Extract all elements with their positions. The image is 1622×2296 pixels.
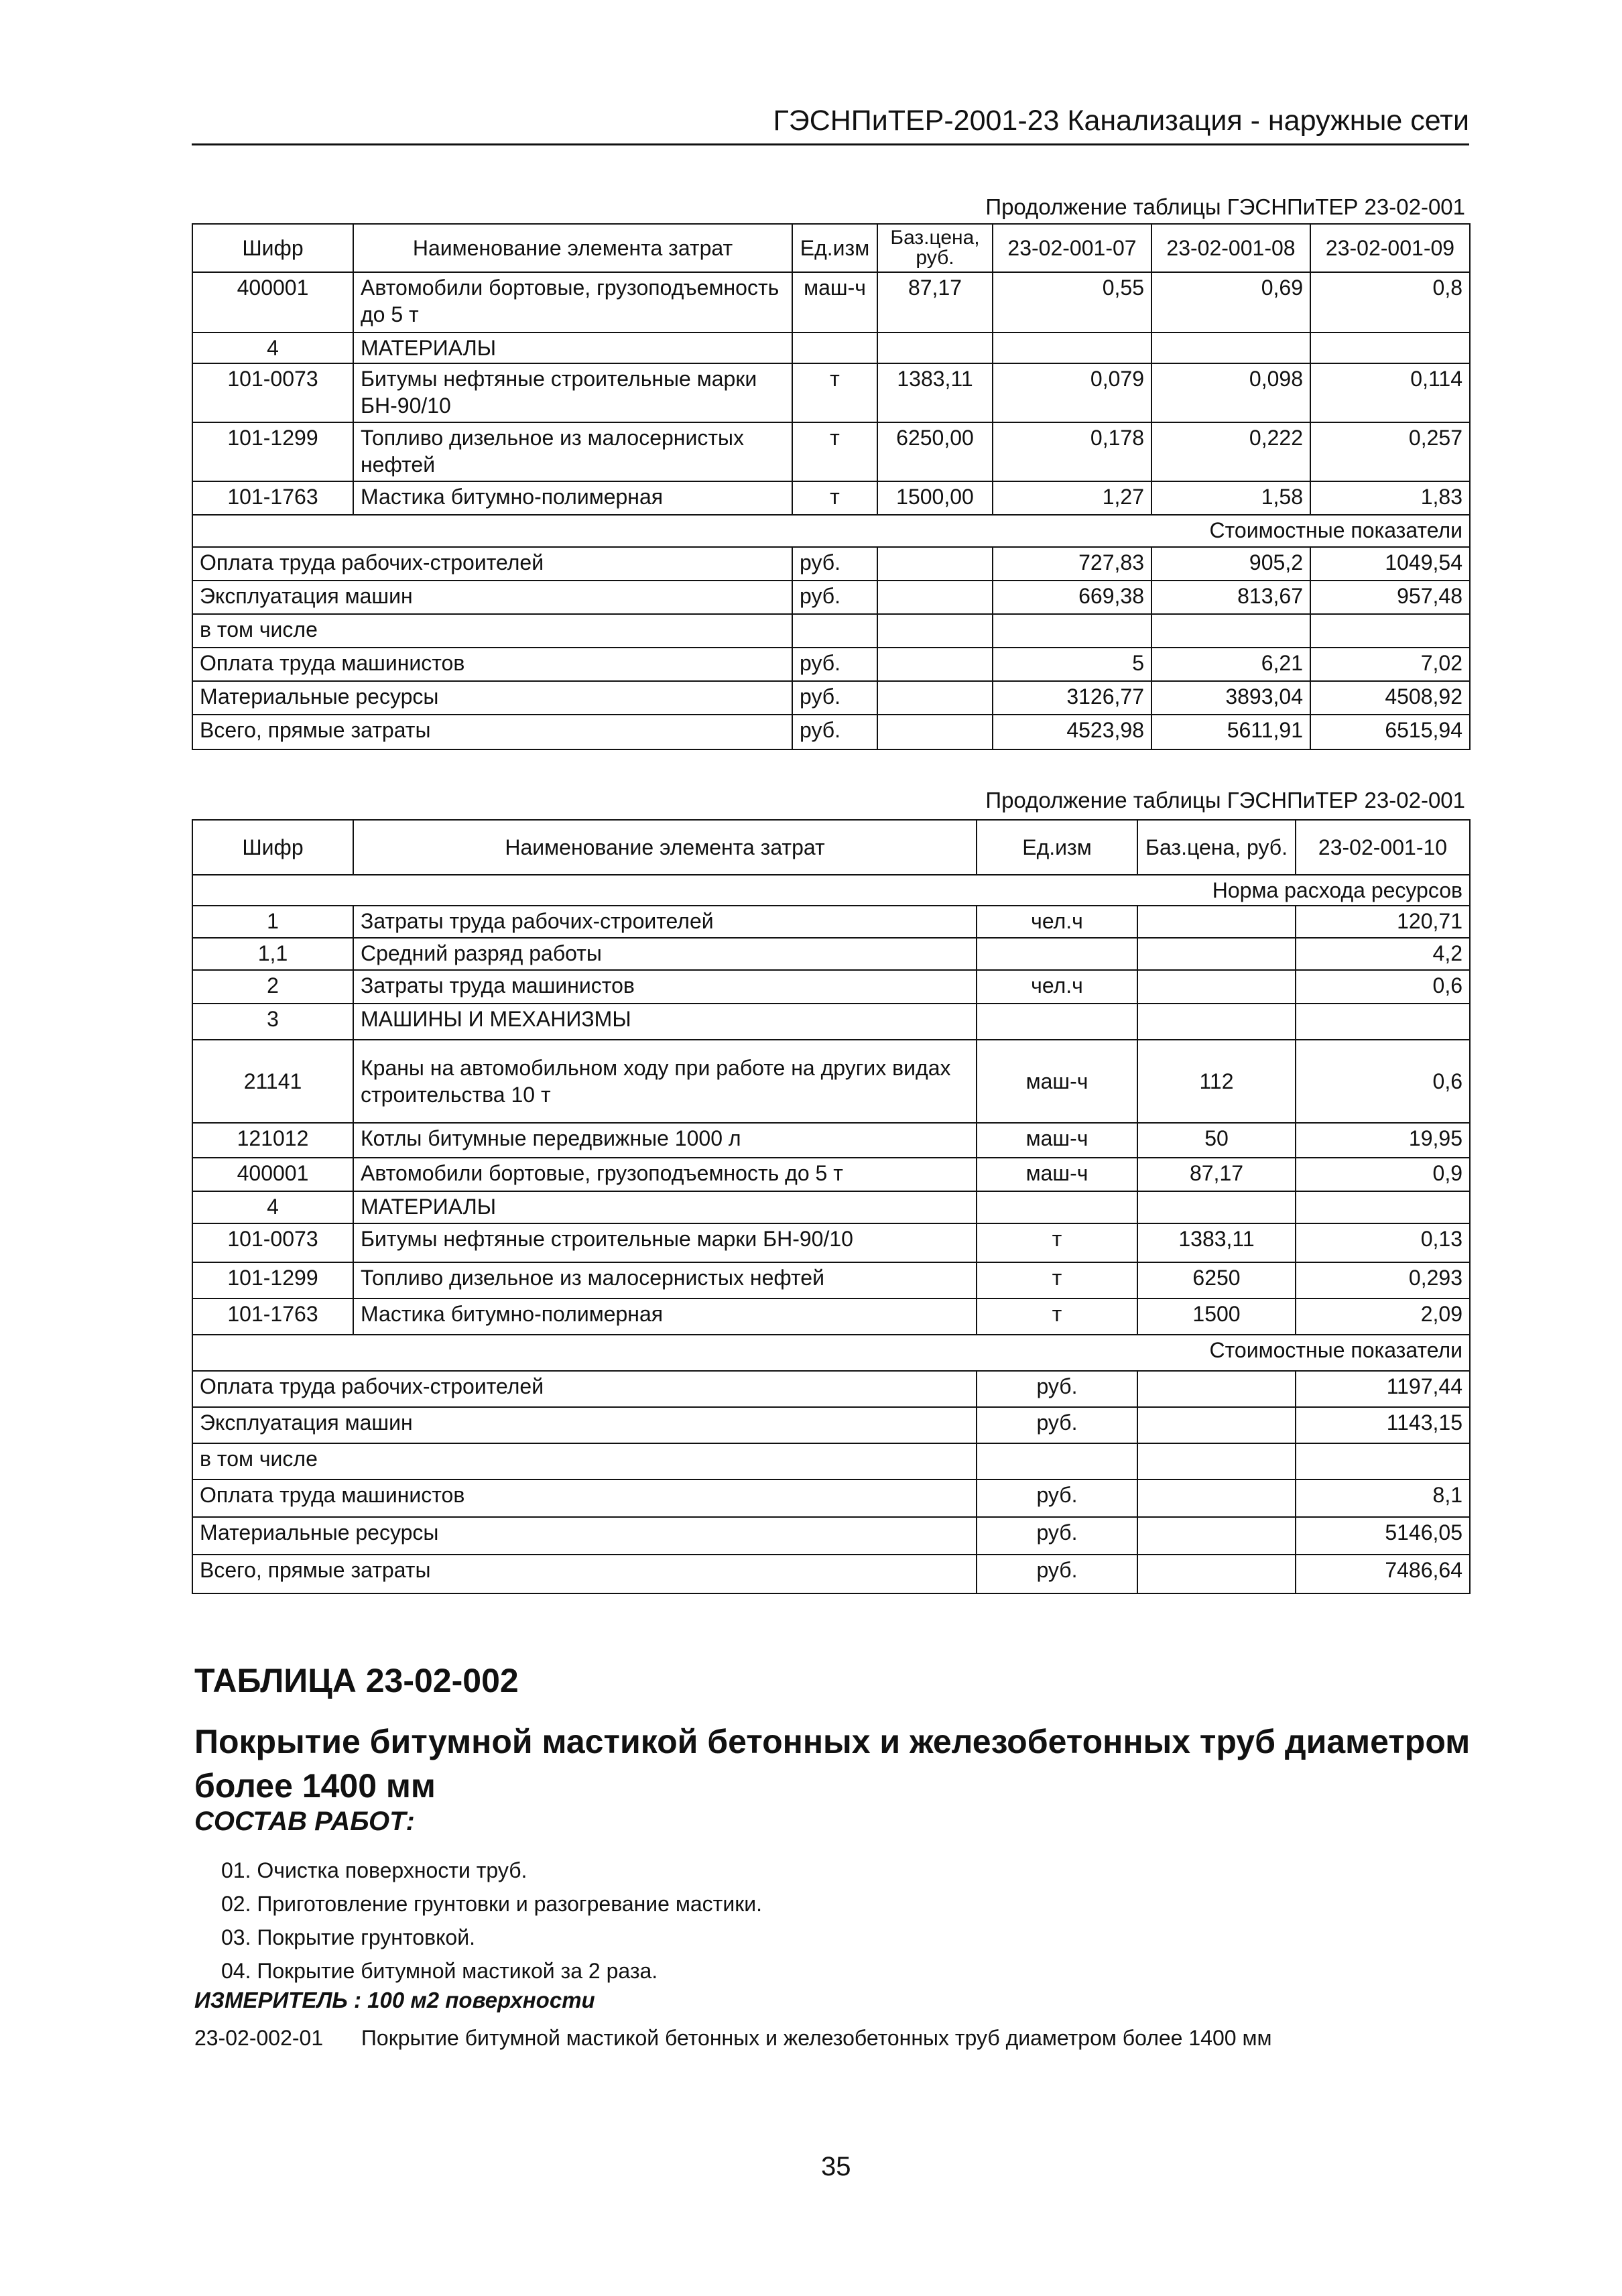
cost-value: 669,38 [993,581,1151,614]
cost-label: в том числе [192,614,792,648]
table2 [192,819,1471,1594]
cost-row [192,1371,1470,1407]
cell-value: 4,2 [1296,938,1470,970]
cell-price: 6250,00 [877,422,993,481]
cost-label: Материальные ресурсы [192,1517,977,1555]
col-unit-header: Ед.изм [977,820,1137,875]
cell-value: 0,079 [993,363,1151,422]
cost-value: 3126,77 [993,681,1151,715]
works-list [221,1854,762,1988]
cell-price: 87,17 [877,272,993,333]
cell-unit: т [977,1223,1137,1262]
table1 [192,223,1471,750]
cost-header-row [192,515,1470,547]
cell-unit: маш-ч [977,1158,1137,1191]
table-row [192,1004,1470,1040]
cost-value: 727,83 [993,547,1151,581]
cell-code: 101-0073 [192,363,353,422]
cell-code: 101-0073 [192,1223,353,1262]
table-row [192,1262,1470,1298]
cost-blank [1137,1555,1296,1593]
section-subtitle: Покрытие битумной мастикой бетонных и железобетонных труб диаметром более 1400 мм [194,1723,1471,1805]
col-08-header: 23-02-001-08 [1151,224,1310,272]
measure-unit: ИЗМЕРИТЕЛЬ : 100 м2 поверхности [194,1988,595,2012]
table-row [192,481,1470,515]
cost-row [192,1517,1470,1555]
table-row [192,1191,1470,1223]
page-header: ГЭСНПиТЕР-2001-23 Канализация - наружные сети [192,101,1469,145]
cell-name: Топливо дизельное из малосернистых нефтей [353,1262,977,1298]
cell-code: 4 [192,333,353,363]
table-row [192,938,1470,970]
cell-name: Затраты труда машинистов [353,970,977,1004]
cost-row [192,1407,1470,1443]
cost-value: 7,02 [1310,648,1470,681]
table-row [192,1123,1470,1158]
cell-value: 0,9 [1296,1158,1470,1191]
list-item: 02. Приготовление грунтовки и разогревание мастики. [221,1892,762,1916]
cell-value: 0,8 [1310,272,1470,333]
list-item: 04. Покрытие битумной мастикой за 2 раза. [221,1959,658,1983]
item-code: 23-02-002-01 [194,2026,324,2050]
cell-unit: т [977,1298,1137,1335]
cell-unit: т [792,363,877,422]
cost-blank [1137,1407,1296,1443]
cost-unit: руб. [977,1479,1137,1517]
cell-unit: т [792,422,877,481]
list-item: 01. Очистка поверхности труб. [221,1858,527,1882]
cell-unit: чел.ч [977,970,1137,1004]
table-row [192,422,1470,481]
cost-value: 905,2 [1151,547,1310,581]
table-row [192,272,1470,333]
cell-name: Краны на автомобильном ходу при работе на других видах строительства 10 т [353,1040,977,1123]
cost-row [192,681,1470,715]
col-price-header: Баз.цена, руб. [877,224,993,272]
table1-header-row [192,224,1470,272]
cell-code: 101-1763 [192,1298,353,1335]
cost-unit: руб. [977,1407,1137,1443]
cell-name: Битумы нефтяные строительные марки БН-90/10 [353,1223,977,1262]
cost-value [1151,614,1310,648]
table-row [192,970,1470,1004]
cell-price: 1383,11 [877,363,993,422]
cell-value: 0,69 [1151,272,1310,333]
cell-name: Битумы нефтяные строительные марки БН-90/10 [353,363,792,422]
cell-price: 50 [1137,1123,1296,1158]
cell-name: Автомобили бортовые, грузоподъемность до 5 т [353,1158,977,1191]
cell-price: 87,17 [1137,1158,1296,1191]
cost-label: Эксплуатация машин [192,1407,977,1443]
col-unit-header: Ед.изм [792,224,877,272]
cost-header-row [192,1335,1470,1371]
cost-value: 957,48 [1310,581,1470,614]
cost-value: 5 [993,648,1151,681]
col-10-header: 23-02-001-10 [1296,820,1470,875]
cell-code: 4 [192,1191,353,1223]
cost-blank [877,648,993,681]
cost-blank [877,581,993,614]
cell-price: 1383,11 [1137,1223,1296,1262]
norm-header: Норма расхода ресурсов [192,875,1470,906]
cost-row [192,715,1470,749]
table-title: ТАБЛИЦА 23-02-002 [194,1662,519,1699]
cost-label: в том числе [192,1443,977,1479]
cell-name: Затраты труда рабочих-строителей [353,906,977,938]
cell-price [1137,1004,1296,1040]
table-row [192,333,1470,363]
cell-value: 0,098 [1151,363,1310,422]
cell-value: 0,178 [993,422,1151,481]
table-row [192,1158,1470,1191]
works-title: СОСТАВ РАБОТ: [194,1807,415,1836]
cost-unit: руб. [792,681,877,715]
cell-value: 1,83 [1310,481,1470,515]
cost-blank [1137,1371,1296,1407]
cell-unit [977,1004,1137,1040]
cost-header: Стоимостные показатели [192,515,1470,547]
cell-name: Топливо дизельное из малосернистых нефтей [353,422,792,481]
cell-unit [977,938,1137,970]
cell-code: 400001 [192,272,353,333]
cost-value: 4508,92 [1310,681,1470,715]
cost-row [192,648,1470,681]
cell-code: 1 [192,906,353,938]
cell-code: 400001 [192,1158,353,1191]
cell-unit: маш-ч [977,1040,1137,1123]
cost-blank [877,614,993,648]
cost-label: Эксплуатация машин [192,581,792,614]
cost-unit: руб. [977,1555,1137,1593]
cell-name: Мастика битумно-полимерная [353,1298,977,1335]
cell-value: 0,257 [1310,422,1470,481]
cost-unit: руб. [792,581,877,614]
cost-value: 1197,44 [1296,1371,1470,1407]
table-row [192,363,1470,422]
col-code-header: Шифр [192,820,353,875]
cost-label: Материальные ресурсы [192,681,792,715]
cell-unit: т [792,481,877,515]
cost-row [192,614,1470,648]
table-row [192,1040,1470,1123]
col-name-header: Наименование элемента затрат [353,224,792,272]
cost-value: 813,67 [1151,581,1310,614]
item-row [194,2026,1271,2051]
cell-price [1137,938,1296,970]
table2-header-row [192,820,1470,875]
cost-value [1310,614,1470,648]
cell-name: МАШИНЫ И МЕХАНИЗМЫ [353,1004,977,1040]
cell-value: 0,6 [1296,1040,1470,1123]
cell-name: МАТЕРИАЛЫ [353,1191,977,1223]
col-code-header: Шифр [192,224,353,272]
table-row [192,1298,1470,1335]
cost-unit: руб. [792,648,877,681]
page-number: 35 [821,2152,851,2181]
cost-blank [1137,1479,1296,1517]
cell-price: 1500 [1137,1298,1296,1335]
cost-blank [877,681,993,715]
cell-code: 121012 [192,1123,353,1158]
cost-label: Оплата труда рабочих-строителей [192,1371,977,1407]
cost-row [192,1479,1470,1517]
cost-value: 1143,15 [1296,1407,1470,1443]
cell-price: 1500,00 [877,481,993,515]
cell-value [1310,333,1470,363]
cost-value: 5146,05 [1296,1517,1470,1555]
cost-value: 6,21 [1151,648,1310,681]
cell-unit [977,1191,1137,1223]
cost-unit: руб. [792,547,877,581]
cell-value [1296,1191,1470,1223]
cost-label: Оплата труда рабочих-строителей [192,547,792,581]
cell-name: Мастика битумно-полимерная [353,481,792,515]
cell-code: 21141 [192,1040,353,1123]
cell-name: Средний разряд работы [353,938,977,970]
cost-row [192,581,1470,614]
cell-unit: маш-ч [792,272,877,333]
cost-value: 7486,64 [1296,1555,1470,1593]
cell-value: 0,6 [1296,970,1470,1004]
cell-value: 0,293 [1296,1262,1470,1298]
cell-code: 101-1299 [192,1262,353,1298]
cell-value: 1,27 [993,481,1151,515]
cell-price: 112 [1137,1040,1296,1123]
cell-value: 0,222 [1151,422,1310,481]
cell-unit: т [977,1262,1137,1298]
cell-unit: маш-ч [977,1123,1137,1158]
list-item: 03. Покрытие грунтовкой. [221,1925,475,1949]
cell-unit [792,333,877,363]
col-09-header: 23-02-001-09 [1310,224,1470,272]
cell-value: 120,71 [1296,906,1470,938]
cell-value: 0,114 [1310,363,1470,422]
cost-label: Оплата труда машинистов [192,648,792,681]
col-price-header: Баз.цена, руб. [1137,820,1296,875]
cell-name: Котлы битумные передвижные 1000 л [353,1123,977,1158]
item-name: Покрытие битумной мастикой бетонных и железобетонных труб диаметром более 1400 мм [361,2026,1272,2050]
table-row [192,1223,1470,1262]
cell-value [1296,1004,1470,1040]
col-07-header: 23-02-001-07 [993,224,1151,272]
cell-code: 1,1 [192,938,353,970]
table2-caption: Продолжение таблицы ГЭСНПиТЕР 23-02-001 [985,788,1465,812]
cost-unit [792,614,877,648]
cell-code: 101-1299 [192,422,353,481]
cost-value: 8,1 [1296,1479,1470,1517]
cell-code: 2 [192,970,353,1004]
cell-value: 0,13 [1296,1223,1470,1262]
cell-value: 19,95 [1296,1123,1470,1158]
cell-value: 1,58 [1151,481,1310,515]
cell-price: 6250 [1137,1262,1296,1298]
cell-price [1137,970,1296,1004]
cost-unit: руб. [792,715,877,749]
cost-label: Всего, прямые затраты [192,715,792,749]
cost-blank [877,547,993,581]
cost-value: 3893,04 [1151,681,1310,715]
cost-label: Всего, прямые затраты [192,1555,977,1593]
cost-row [192,1443,1470,1479]
col-name-header: Наименование элемента затрат [353,820,977,875]
norm-header-row [192,875,1470,906]
table-row [192,906,1470,938]
cost-value: 1049,54 [1310,547,1470,581]
cell-value [993,333,1151,363]
cost-blank [1137,1443,1296,1479]
cost-blank [1137,1517,1296,1555]
cost-unit: руб. [977,1517,1137,1555]
cost-value [1296,1443,1470,1479]
cell-code: 101-1763 [192,481,353,515]
cost-value: 6515,94 [1310,715,1470,749]
cost-row [192,547,1470,581]
cost-row [192,1555,1470,1593]
cost-unit: руб. [977,1371,1137,1407]
cell-price [1137,906,1296,938]
table1-caption: Продолжение таблицы ГЭСНПиТЕР 23-02-001 [985,194,1465,219]
cell-name: Автомобили бортовые, грузоподъемность до 5 т [353,272,792,333]
cost-value: 4523,98 [993,715,1151,749]
cell-value: 0,55 [993,272,1151,333]
cost-blank [877,715,993,749]
cell-code: 3 [192,1004,353,1040]
cost-header: Стоимостные показатели [192,1335,1470,1371]
cost-value [993,614,1151,648]
cell-value [1151,333,1310,363]
cell-name: МАТЕРИАЛЫ [353,333,792,363]
cost-value: 5611,91 [1151,715,1310,749]
cost-unit [977,1443,1137,1479]
cell-price [877,333,993,363]
cell-unit: чел.ч [977,906,1137,938]
cell-price [1137,1191,1296,1223]
cost-label: Оплата труда машинистов [192,1479,977,1517]
cell-value: 2,09 [1296,1298,1470,1335]
